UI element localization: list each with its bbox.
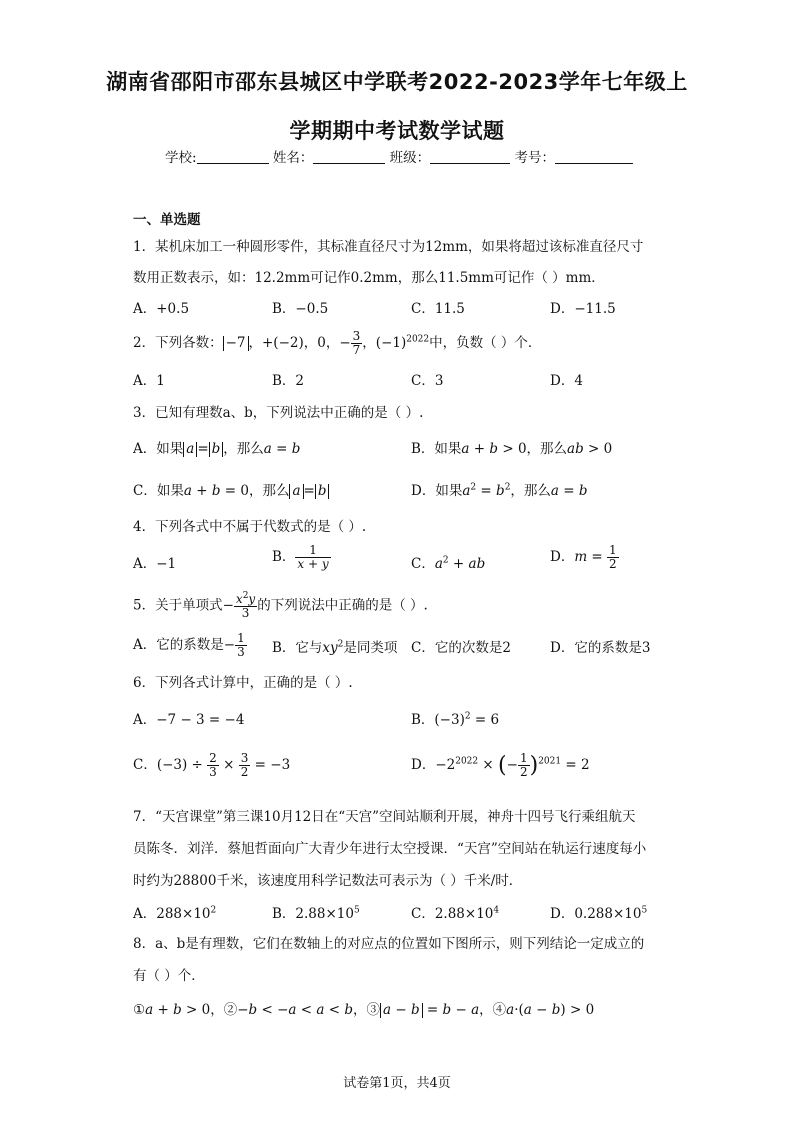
q2-suffix: 中，负数（ ）个．: [429, 335, 542, 352]
q2-option-d: D．4: [550, 373, 583, 389]
class-label: 班级：: [389, 150, 431, 166]
q8-statements: ①a + b > 0，②−b < −a < a < b，③ a − b = b − a，④a·(a − b) > 0: [133, 1002, 595, 1018]
q2-math-abs: −7: [223, 336, 249, 351]
q6-stem: 6．下列各式计算中，正确的是（ ）.: [133, 675, 353, 691]
q8-line2: 有（ ）个．: [133, 968, 205, 984]
q5-math-frac: $\frac{x^2y}{3}$: [235, 591, 256, 621]
q6-option-c: C．(−3) ÷ $\frac{2}{3}$ × $\frac{3}{2}$ = −3: [133, 751, 291, 780]
q5-option-a: A．它的系数是− $\frac{1}{3}$: [133, 631, 245, 660]
section-heading: 一、单选题: [133, 212, 201, 228]
name-label: 姓名：: [272, 150, 314, 166]
school-blank: [197, 149, 269, 164]
q4-option-b: B． $\frac{1}{x + y}$: [272, 543, 329, 572]
q1-line1: 1．某机床加工一种圆形零件，其标准直径尺寸为12mm，如果将超过该标准直径尺寸: [133, 239, 644, 255]
q2-option-a: A．1: [133, 373, 165, 389]
q7-option-b: B．$2.88\times 10^5$: [272, 905, 360, 922]
exam-title-line2: 学期期中考试数学试题: [289, 119, 505, 143]
q1-line2: 数用正数表示，如：12.2mm可记作0.2mm，那么11.5mm可记作（ ）mm．: [133, 270, 605, 286]
q3-option-c: C．如果a + b = 0，那么 a = b: [133, 479, 329, 499]
q3-option-b: B．如果a + b > 0，那么ab > 0: [411, 441, 613, 457]
q4-option-c: C．$a^2$ + ab: [411, 555, 486, 572]
q7-option-c: C．$2.88\times 10^4$: [411, 905, 500, 922]
q3-option-d: D．如果$a^2 = b^2$，那么a = b: [411, 482, 588, 499]
q8-line1: 8．a、b是有理数，它们在数轴上的对应点的位置如下图所示，则下列结论一定成立的: [133, 936, 645, 952]
q7-line2: 员陈冬．刘洋．蔡旭哲面向广大青少年进行太空授课．“天宫”空间站在轨运行速度每小: [133, 841, 647, 857]
q6-option-a: A．−7 − 3 = −4: [133, 712, 245, 728]
q5-option-c: C．它的次数是2: [411, 640, 511, 656]
q1-option-b: B．−0.5: [272, 301, 329, 317]
q5-prefix: 5．关于单项式: [133, 597, 223, 614]
q5-stem: 5．关于单项式− $\frac{x^2y}{3}$ 的下列说法中正确的是（ ）.: [133, 591, 428, 621]
q1-option-a: A．+0.5: [133, 301, 190, 317]
number-blank: [555, 149, 633, 164]
q2-option-b: B．2: [272, 373, 305, 389]
q2-stem: 2．下列各数： −7 ，+(−2)，0，− $\frac{3}{7}$ ，$(-1)^{2022}$中，负数（ ）个．: [133, 329, 542, 358]
q6-option-d: D．$-2^{2022}$ × (− $\frac{1}{2}$ )$^{2021}$ = 2: [411, 751, 590, 780]
q4-option-d: D．m = $\frac{1}{2}$: [550, 543, 617, 572]
page-footer: 试卷第1页，共4页: [343, 1076, 451, 1091]
q2-math-frac: $\frac{3}{7}$: [352, 329, 361, 358]
school-label: 学校:: [165, 150, 197, 166]
q5-suffix: 的下列说法中正确的是（ ）.: [257, 597, 428, 614]
q4-option-a: A．−1: [133, 556, 177, 572]
exam-title-line1: 湖南省邵阳市邵东县城区中学联考2022-2023学年七年级上: [106, 70, 688, 94]
q4-stem: 4．下列各式中不属于代数式的是（ ）.: [133, 519, 367, 535]
q2-option-c: C．3: [411, 373, 444, 389]
q7-line3: 时约为28800千米，该速度用科学记数法可表示为（ ）千米/时．: [133, 873, 523, 889]
q7-option-a: A．$288\times 10^2$: [133, 905, 217, 922]
q7-line1: 7．“天宫课堂”第三课10月12日在“天宫”空间站顺利开展，神舟十四号飞行乘组航天: [133, 809, 636, 825]
q6-option-b: B．$(-3)^2 = 6$: [411, 711, 500, 728]
student-info-row: [165, 146, 633, 166]
q7-option-d: D．$0.288\times 10^5$: [550, 905, 648, 922]
q3-stem: 3．已知有理数a、b，下列说法中正确的是（ ）.: [133, 405, 424, 421]
q1-option-d: D．−11.5: [550, 301, 616, 317]
q5-option-d: D．它的系数是3: [550, 640, 651, 656]
q5-option-b: B．它与$xy^2$是同类项: [272, 639, 398, 656]
q2-prefix: 2．下列各数：: [133, 335, 223, 352]
q1-option-c: C．11.5: [411, 301, 465, 317]
number-label: 考号：: [514, 150, 555, 166]
name-blank: [313, 149, 385, 164]
class-blank: [430, 149, 510, 164]
q3-option-a: A．如果 a = b ，那么a = b: [133, 441, 301, 457]
